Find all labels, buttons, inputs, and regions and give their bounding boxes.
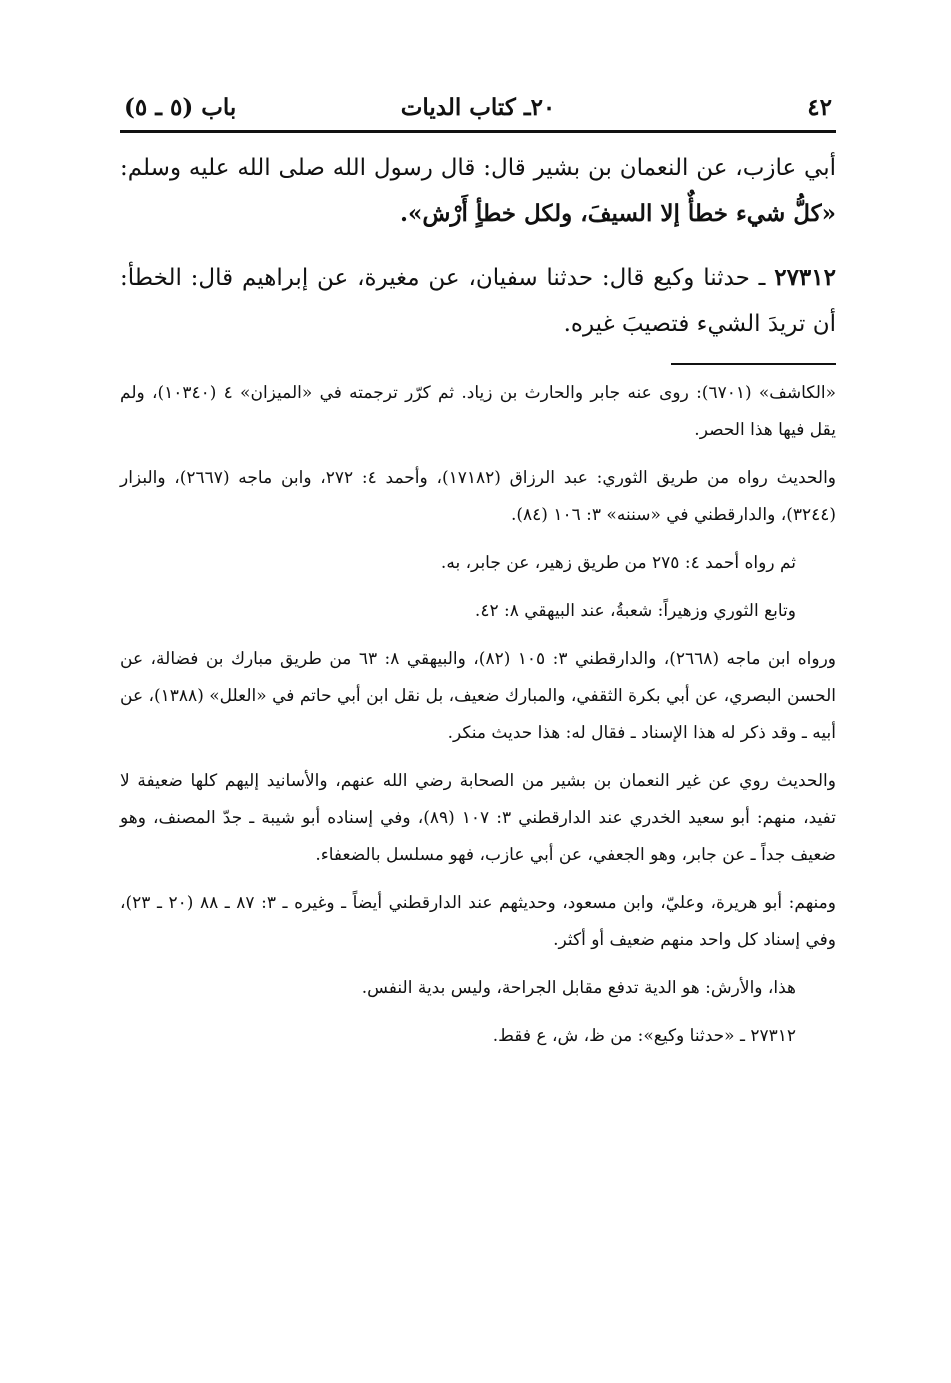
footnotes: [120, 375, 836, 1055]
hadith-number: ٢٧٣١٢: [774, 264, 836, 291]
footnote-paragraph: «الكاشف» (٦٧٠١): روى عنه جابر والحارث بن زياد. ثم كرّر ترجمته في «الميزان» ٤ (١٠٣٤٠)، ولم يقل فيها هذا الحصر.: [120, 383, 836, 440]
running-header: [120, 90, 836, 133]
footnote-paragraph: ٢٧٣١٢ ـ «حدثنا وكيع»: من ظ، ش، ع فقط.: [492, 1026, 796, 1046]
footnote-paragraph: ومنهم: أبو هريرة، وعليّ، وابن مسعود، وحديثهم عند الدارقطني أيضاً ـ وغيره ـ ٣: ٨٧ ـ ٨٨ (٢٠ ـ ٢٣)، وفي إسناد كل واحد منهم ضعيف أو أكثر.: [120, 893, 836, 950]
chapter-reference: باب (٥ ـ ٥): [124, 94, 237, 121]
footnote-paragraph: هذا، والأرش: هو الدية تدفع مقابل الجراحة، وليس بدية النفس.: [361, 978, 796, 998]
hadith-body: ـ حدثنا وكيع قال: حدثنا سفيان، عن مغيرة، عن إبراهيم قال: الخطأ: أن تريدَ الشيء فتصيبَ غيره.: [120, 265, 836, 337]
hadith-text: «كلُّ شيء خطأٌ إلا السيفَ، ولكل خطأٍ أَرْش».: [399, 200, 836, 227]
footnote-paragraph: ورواه ابن ماجه (٢٦٦٨)، والدارقطني ٣: ١٠٥ (٨٢)، والبيهقي ٨: ٦٣ من طريق مبارك بن فضالة، عن الحسن البصري، عن أبي بكرة الثقفي، والمبارك ضعيف، بل نقل ابن أبي حاتم في «العلل» (١٣٨٨)، عن أبيه ـ وقد ذكر له هذا الإسناد ـ فقال له: هذا حديث منكر.: [120, 649, 837, 743]
footnote-paragraph: وتابع الثوري وزهيراً: شعبةُ، عند البيهقي ٨: ٤٢.: [474, 601, 796, 621]
book-title: ٢٠ـ كتاب الديات: [400, 94, 556, 121]
footnote-paragraph: ثم رواه أحمد ٤: ٢٧٥ من طريق زهير، عن جابر، به.: [440, 553, 796, 573]
hadith-paragraph: [120, 255, 836, 347]
footnote-paragraph: والحديث رواه من طريق الثوري: عبد الرزاق (١٧١٨٢)، وأحمد ٤: ٢٧٢، وابن ماجه (٢٦٦٧)، والبزار (٣٢٤٤)، والدارقطني في «سننه» ٣: ١٠٦ (٨٤).: [120, 468, 836, 525]
book-page: [120, 90, 836, 1055]
hadith-paragraph: [120, 145, 836, 237]
page-number: ٤٢: [807, 94, 832, 121]
footnote-paragraph: والحديث روي عن غير النعمان بن بشير من الصحابة رضي الله عنهم، والأسانيد إليهم كلها ضعيفة لا تفيد، منهم: أبو سعيد الخدري عند الدارقطني ٣: ١٠٧ (٨٩)، وفي إسناده أبو شيبة ـ جدّ المصنف، وهو ضعيف جداً ـ عن جابر، وهو الجعفي، عن أبي عازب، فهو مسلسل بالضعفاء.: [120, 771, 836, 865]
footnote-divider: [671, 363, 836, 365]
hadith-chain: أبي عازب، عن النعمان بن بشير قال: قال رسول الله صلى الله عليه وسلم:: [120, 155, 836, 181]
main-text: [120, 145, 836, 347]
